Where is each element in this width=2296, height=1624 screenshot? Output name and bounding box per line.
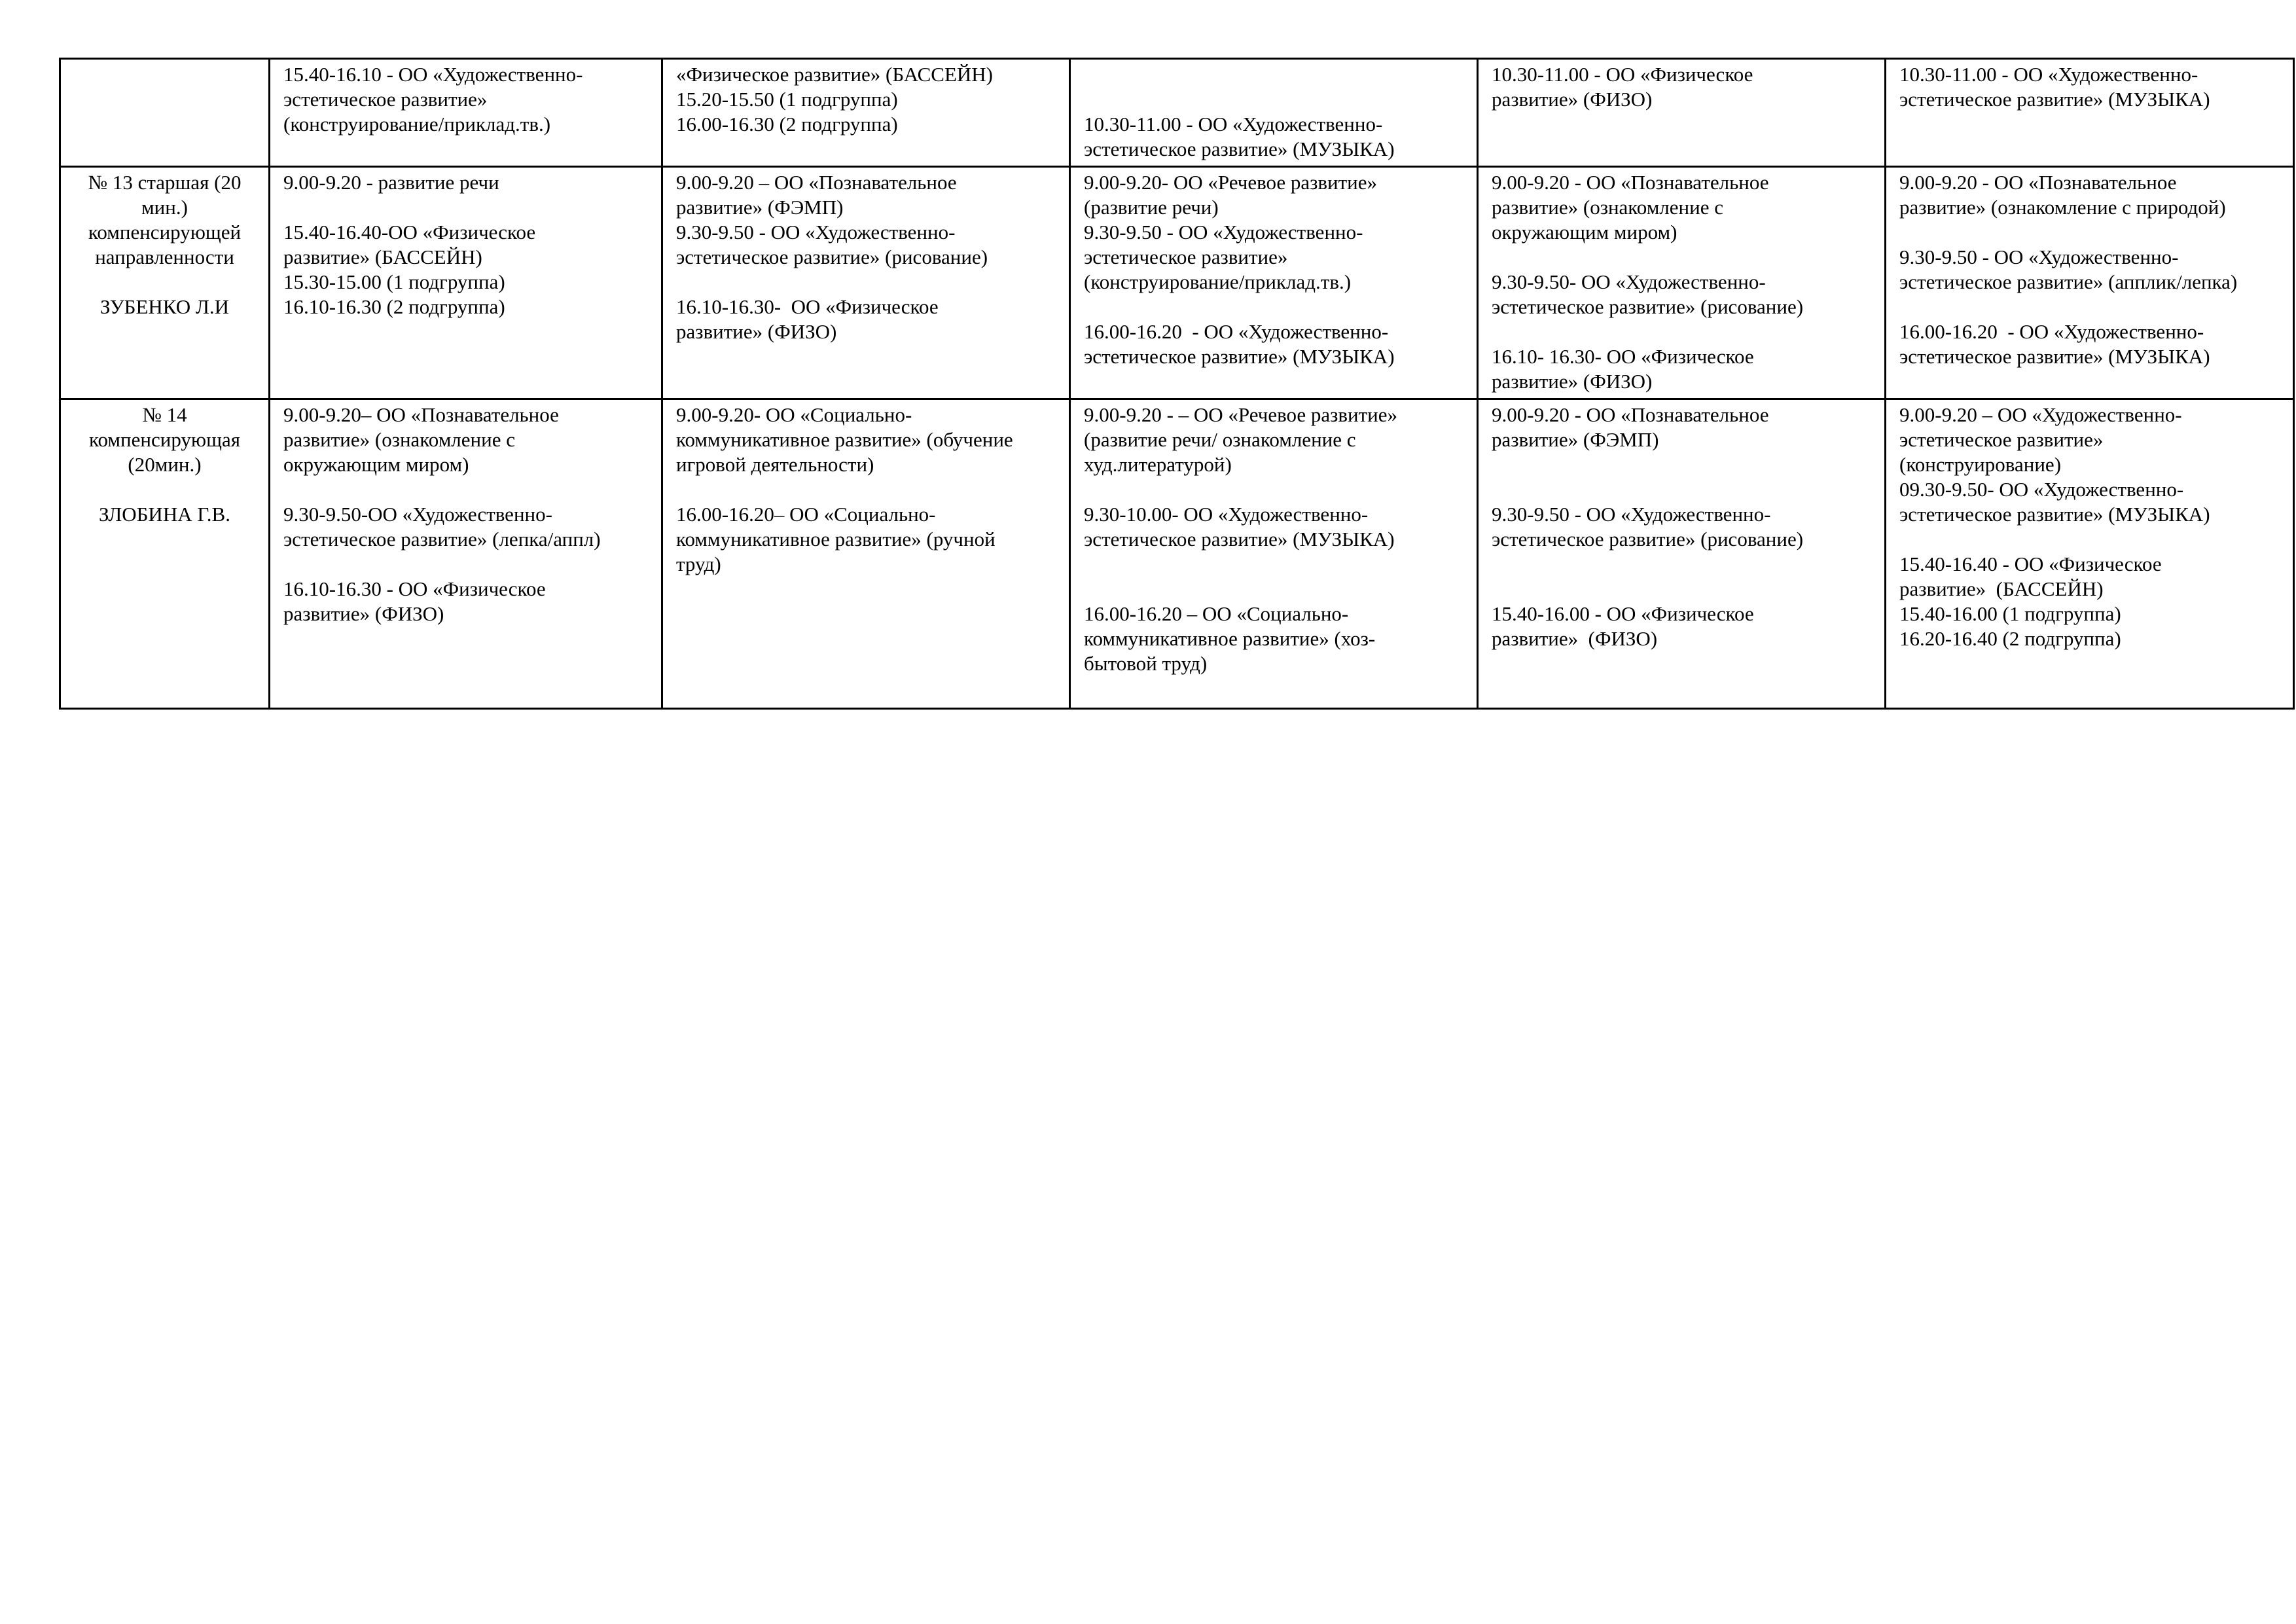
cell-line: 9.00-9.20 - ОО «Познавательное (1492, 403, 1769, 426)
cell-line: коммуникативное развитие» (хоз- (1084, 627, 1376, 650)
cell-line (676, 477, 1056, 502)
day-cell-4 (1478, 59, 1886, 167)
cell-line: (конструирование) (1899, 453, 2062, 476)
day-cell-1 (270, 167, 662, 399)
cell-line: 16.00-16.20 – ОО «Социально- (1084, 602, 1349, 625)
cell-line: развитие» (ознакомление с (1492, 196, 1723, 219)
cell-line: бытовой труд) (1084, 652, 1208, 675)
day-cell-3 (1070, 399, 1478, 709)
cell-line: развитие» (ФЭМП) (676, 196, 844, 219)
day-cell-2 (662, 167, 1070, 399)
table-row (60, 167, 2294, 399)
cell-line: 9.30-9.50-ОО «Художественно- (283, 503, 552, 526)
cell-line: 15.20-15.50 (1 подгруппа) (676, 88, 898, 111)
cell-line (676, 270, 1056, 295)
cell-line: 15.30-15.00 (1 подгруппа) (283, 270, 505, 293)
cell-line: эстетическое развитие» (МУЗЫКА) (1899, 503, 2210, 526)
cell-line (74, 62, 255, 87)
cell-line: коммуникативное развитие» (обучение (676, 428, 1013, 451)
cell-line: 9.00-9.20 – ОО «Художественно- (1899, 403, 2182, 426)
cell-line (1899, 220, 2280, 245)
cell-line: 15.40-16.40-ОО «Физическое (283, 221, 536, 244)
cell-line: ЗУБЕНКО Л.И (99, 295, 230, 318)
cell-line: 10.30-11.00 - ОО «Художественно- (1084, 113, 1383, 135)
cell-line (74, 477, 255, 502)
cell-line: эстетическое развитие» (МУЗЫКА) (1084, 137, 1395, 160)
cell-line (1492, 319, 1871, 344)
cell-line (74, 270, 255, 295)
cell-line: развитие» (ФИЗО) (1492, 370, 1653, 393)
cell-line: 15.40-16.00 - ОО «Физическое (1492, 602, 1754, 625)
cell-line: 9.00-9.20- ОО «Речевое развитие» (1084, 171, 1378, 194)
cell-line: 16.10-16.30 (2 подгруппа) (283, 295, 505, 318)
cell-line: компенсирующей (88, 221, 242, 244)
cell-line: развитие» (ФИЗО) (1492, 627, 1658, 650)
cell-line: эстетическое развитие» (1899, 428, 2104, 451)
day-cell-1 (270, 59, 662, 167)
cell-line: 9.00-9.20 – ОО «Познавательное (676, 171, 957, 194)
group-cell (60, 399, 270, 709)
cell-line: 9.00-9.20– ОО «Познавательное (283, 403, 559, 426)
cell-line: (развитие речи/ ознакомление с (1084, 428, 1356, 451)
day-cell-3 (1070, 167, 1478, 399)
cell-line: 9.30-9.50 - ОО «Художественно- (676, 221, 956, 244)
cell-line: развитие» (ФИЗО) (1492, 88, 1653, 111)
cell-line: игровой деятельности) (676, 453, 874, 476)
table-row (60, 399, 2294, 709)
cell-line (283, 552, 648, 577)
cell-line: эстетическое развитие» (апплик/лепка) (1899, 270, 2238, 293)
cell-line (1492, 477, 1871, 502)
cell-line: 9.30-9.50 - ОО «Художественно- (1084, 221, 1363, 244)
schedule-body (60, 59, 2294, 709)
day-cell-2 (662, 59, 1070, 167)
cell-line (1899, 295, 2280, 319)
cell-line: 16.00-16.20 - ОО «Художественно- (1084, 320, 1389, 343)
cell-line (1492, 577, 1871, 602)
cell-line: 9.30-9.50- ОО «Художественно- (1492, 270, 1766, 293)
cell-line: коммуникативное развитие» (ручной (676, 528, 996, 550)
cell-line: 9.30-9.50 - ОО «Художественно- (1492, 503, 1771, 526)
cell-line: развитие» (ознакомление с (283, 428, 515, 451)
cell-line: развитие» (ознакомление с природой) (1899, 196, 2226, 219)
cell-line: эстетическое развитие» (МУЗЫКА) (1899, 345, 2210, 368)
cell-line (1084, 552, 1463, 577)
cell-line: эстетическое развитие» (МУЗЫКА) (1084, 345, 1395, 368)
schedule-table (59, 58, 2295, 710)
cell-line (1492, 245, 1871, 270)
cell-line: № 13 старшая (20 (88, 171, 242, 194)
cell-line: 16.00-16.20– ОО «Социально- (676, 503, 936, 526)
cell-line: (20мин.) (128, 453, 202, 476)
group-cell (60, 59, 270, 167)
day-cell-5 (1886, 59, 2294, 167)
group-cell (60, 167, 270, 399)
cell-line: 16.10- 16.30- ОО «Физическое (1492, 345, 1754, 368)
cell-line: 15.40-16.00 (1 подгруппа) (1899, 602, 2121, 625)
cell-line: развитие» (ФИЗО) (283, 602, 444, 625)
cell-line: 10.30-11.00 - ОО «Физическое (1492, 63, 1753, 86)
cell-line: 09.30-9.50- ОО «Художественно- (1899, 478, 2184, 501)
cell-line (1084, 477, 1463, 502)
cell-line: 9.00-9.20 - ОО «Познавательное (1899, 171, 2177, 194)
cell-line: 9.00-9.20 - ОО «Познавательное (1492, 171, 1769, 194)
cell-line (1084, 62, 1463, 87)
cell-line (283, 477, 648, 502)
cell-line: развитие» (ФЭМП) (1492, 428, 1659, 451)
cell-line: мин.) (141, 196, 188, 219)
cell-line: 16.00-16.20 - ОО «Художественно- (1899, 320, 2204, 343)
cell-line: 16.10-16.30- ОО «Физическое (676, 295, 939, 318)
cell-line (1492, 552, 1871, 577)
cell-line (1084, 577, 1463, 602)
day-cell-5 (1886, 399, 2294, 709)
cell-line: худ.литературой) (1084, 453, 1232, 476)
cell-line: 9.30-10.00- ОО «Художественно- (1084, 503, 1369, 526)
cell-line (1084, 87, 1463, 112)
cell-line (1492, 452, 1871, 477)
cell-line: 9.30-9.50 - ОО «Художественно- (1899, 245, 2179, 268)
cell-line: 10.30-11.00 - ОО «Художественно- (1899, 63, 2198, 86)
cell-line: «Физическое развитие» (БАССЕЙН) (676, 63, 993, 86)
cell-line: 15.40-16.40 - ОО «Физическое (1899, 552, 2162, 575)
table-row (60, 59, 2294, 167)
cell-line: 16.10-16.30 - ОО «Физическое (283, 577, 546, 600)
cell-line: окружающим миром) (1492, 221, 1677, 244)
cell-line: 16.20-16.40 (2 подгруппа) (1899, 627, 2121, 650)
day-cell-4 (1478, 399, 1886, 709)
cell-line: эстетическое развитие» (МУЗЫКА) (1084, 528, 1395, 550)
cell-line (283, 195, 648, 220)
cell-line: развитие» (ФИЗО) (676, 320, 837, 343)
cell-line: 9.00-9.20 - – ОО «Речевое развитие» (1084, 403, 1398, 426)
day-cell-5 (1886, 167, 2294, 399)
day-cell-3 (1070, 59, 1478, 167)
cell-line: компенсирующая (89, 428, 240, 451)
cell-line: 16.00-16.30 (2 подгруппа) (676, 113, 898, 135)
cell-line: развитие» (БАССЕЙН) (1899, 577, 2104, 600)
cell-line: развитие» (БАССЕЙН) (283, 245, 482, 268)
cell-line: (конструирование/приклад.тв.) (1084, 270, 1352, 293)
cell-line: 9.00-9.20- ОО «Социально- (676, 403, 912, 426)
day-cell-1 (270, 399, 662, 709)
cell-line: 9.00-9.20 - развитие речи (283, 171, 499, 194)
cell-line: (развитие речи) (1084, 196, 1219, 219)
cell-line: эстетическое развитие» (МУЗЫКА) (1899, 88, 2210, 111)
cell-line: (конструирование/приклад.тв.) (283, 113, 551, 135)
day-cell-4 (1478, 167, 1886, 399)
day-cell-2 (662, 399, 1070, 709)
cell-line: 15.40-16.10 - ОО «Художественно- (283, 63, 583, 86)
cell-line: эстетическое развитие» (1084, 245, 1288, 268)
cell-line: ЗЛОБИНА Г.В. (99, 503, 230, 526)
cell-line: направленности (95, 245, 234, 268)
cell-line (1899, 527, 2280, 552)
cell-line: эстетическое развитие» (рисование) (1492, 528, 1804, 550)
cell-line: труд) (676, 552, 721, 575)
cell-line: окружающим миром) (283, 453, 469, 476)
cell-line: эстетическое развитие» (рисование) (1492, 295, 1804, 318)
cell-line: № 14 (142, 403, 187, 426)
cell-line: эстетическое развитие» (рисование) (676, 245, 988, 268)
cell-line: эстетическое развитие» (лепка/аппл) (283, 528, 601, 550)
cell-line: эстетическое развитие» (283, 88, 488, 111)
cell-line (1084, 295, 1463, 319)
